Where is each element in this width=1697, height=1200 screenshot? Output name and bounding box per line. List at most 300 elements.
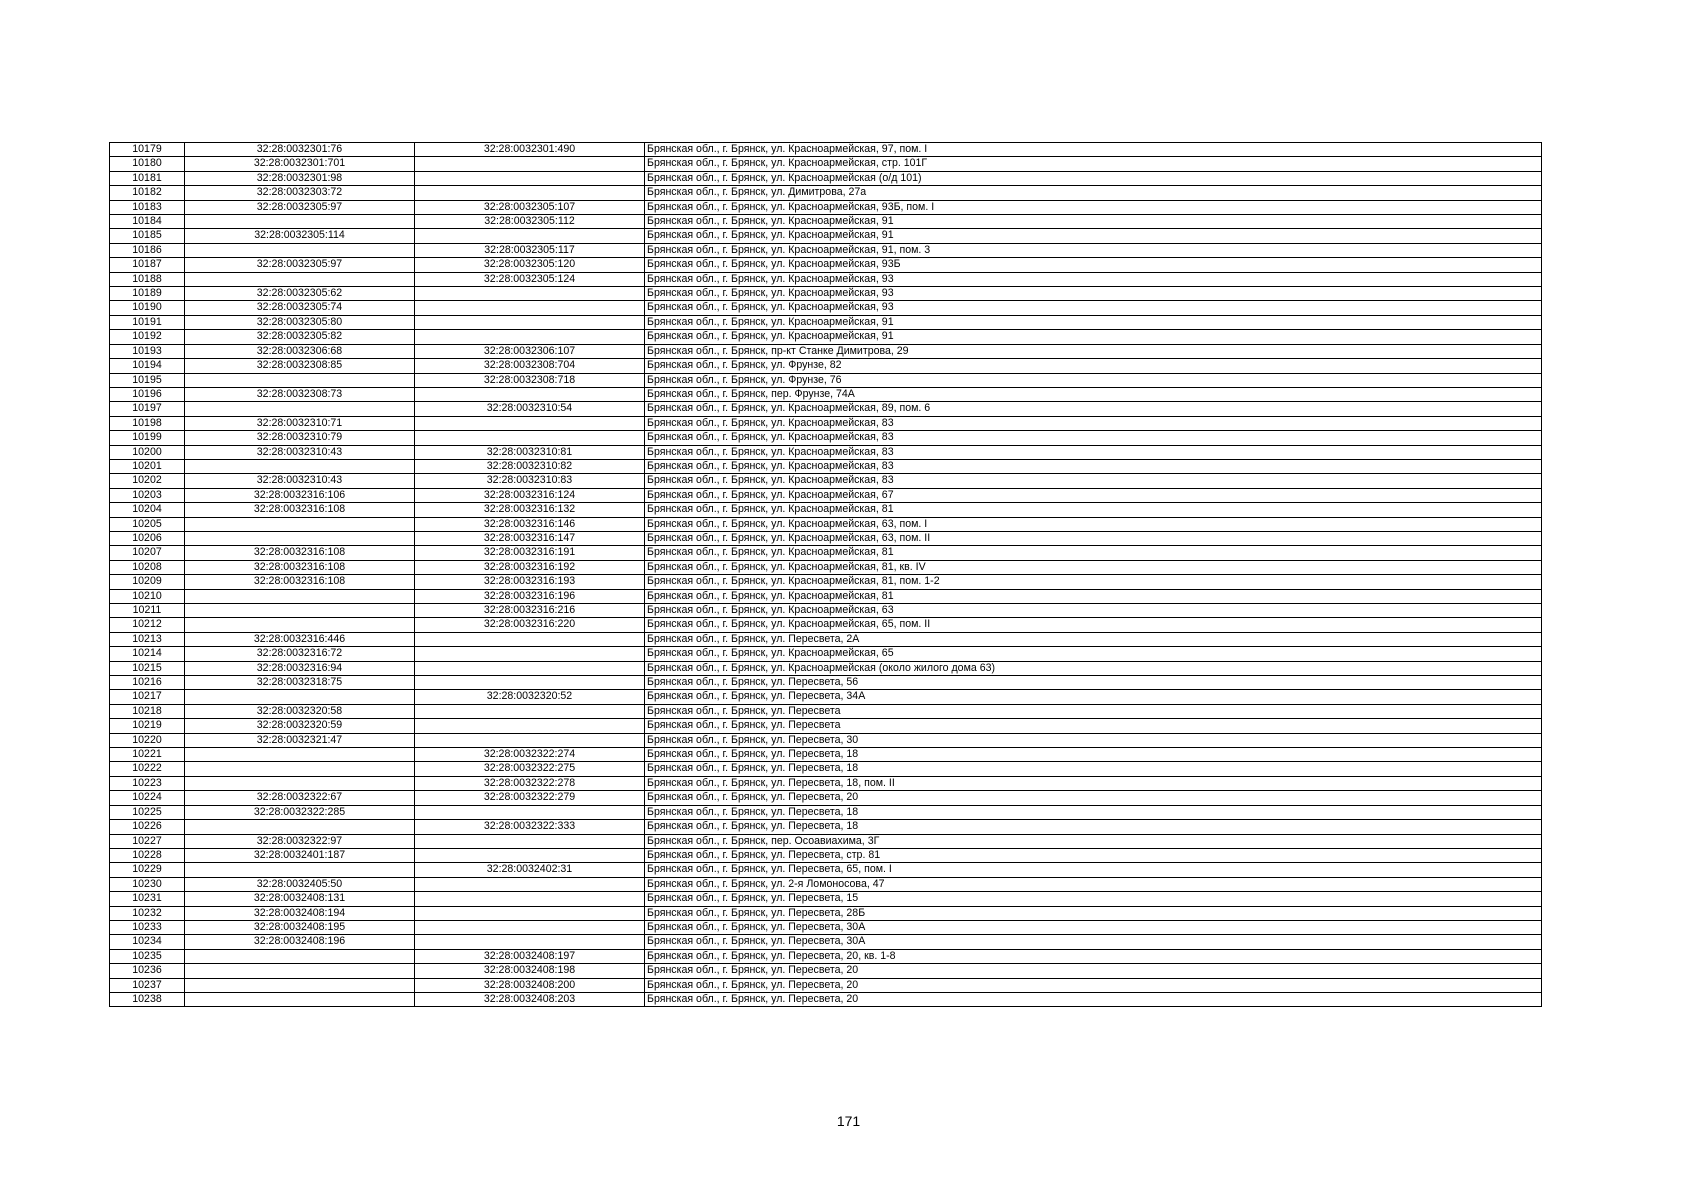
table-row	[110, 647, 1542, 661]
row-number-cell: 10233	[110, 920, 185, 934]
address-cell: Брянская обл., г. Брянск, ул. Фрунзе, 82	[645, 359, 1542, 373]
object-cadastral-number-cell: 32:28:0032322:274	[415, 748, 645, 762]
row-number-cell: 10201	[110, 459, 185, 473]
cadastral-number-cell	[185, 863, 415, 877]
table-row	[110, 315, 1542, 329]
object-cadastral-number-cell	[415, 834, 645, 848]
table-row	[110, 359, 1542, 373]
object-cadastral-number-cell: 32:28:0032316:191	[415, 546, 645, 560]
object-cadastral-number-cell	[415, 186, 645, 200]
cadastral-number-cell	[185, 690, 415, 704]
row-number-cell: 10195	[110, 373, 185, 387]
cadastral-number-cell	[185, 978, 415, 992]
row-number-cell: 10202	[110, 474, 185, 488]
object-cadastral-number-cell	[415, 287, 645, 301]
object-cadastral-number-cell: 32:28:0032322:275	[415, 762, 645, 776]
table-row	[110, 978, 1542, 992]
cadastral-number-cell: 32:28:0032316:108	[185, 575, 415, 589]
cadastral-number-cell: 32:28:0032310:43	[185, 474, 415, 488]
table-row	[110, 690, 1542, 704]
object-cadastral-number-cell: 32:28:0032305:124	[415, 272, 645, 286]
object-cadastral-number-cell: 32:28:0032310:83	[415, 474, 645, 488]
address-cell: Брянская обл., г. Брянск, ул. Красноармейская, 65, пом. II	[645, 618, 1542, 632]
row-number-cell: 10221	[110, 748, 185, 762]
table-row	[110, 416, 1542, 430]
address-cell: Брянская обл., г. Брянск, ул. Красноармейская, 63, пом. I	[645, 517, 1542, 531]
table-row	[110, 848, 1542, 862]
address-cell: Брянская обл., г. Брянск, ул. 2-я Ломоносова, 47	[645, 877, 1542, 891]
row-number-cell: 10191	[110, 315, 185, 329]
address-cell: Брянская обл., г. Брянск, ул. Красноармейская, 83	[645, 459, 1542, 473]
address-cell: Брянская обл., г. Брянск, ул. Пересвета, 20	[645, 992, 1542, 1006]
address-cell: Брянская обл., г. Брянск, ул. Красноармейская, 83	[645, 474, 1542, 488]
registry-table-body	[110, 143, 1542, 1007]
table-row	[110, 402, 1542, 416]
object-cadastral-number-cell	[415, 920, 645, 934]
table-row	[110, 171, 1542, 185]
table-row	[110, 618, 1542, 632]
cadastral-number-cell	[185, 964, 415, 978]
table-row	[110, 488, 1542, 502]
table-row	[110, 632, 1542, 646]
table-row	[110, 964, 1542, 978]
row-number-cell: 10189	[110, 287, 185, 301]
row-number-cell: 10225	[110, 805, 185, 819]
cadastral-number-cell: 32:28:0032401:187	[185, 848, 415, 862]
address-cell: Брянская обл., г. Брянск, ул. Пересвета	[645, 704, 1542, 718]
address-cell: Брянская обл., г. Брянск, ул. Пересвета, 56	[645, 676, 1542, 690]
address-cell: Брянская обл., г. Брянск, ул. Красноармейская, 63	[645, 604, 1542, 618]
cadastral-number-cell: 32:28:0032316:446	[185, 632, 415, 646]
table-row	[110, 733, 1542, 747]
object-cadastral-number-cell	[415, 647, 645, 661]
cadastral-number-cell: 32:28:0032301:76	[185, 143, 415, 157]
row-number-cell: 10235	[110, 949, 185, 963]
address-cell: Брянская обл., г. Брянск, ул. Красноармейская, 83	[645, 445, 1542, 459]
row-number-cell: 10183	[110, 200, 185, 214]
object-cadastral-number-cell	[415, 877, 645, 891]
object-cadastral-number-cell: 32:28:0032305:107	[415, 200, 645, 214]
cadastral-number-cell: 32:28:0032305:62	[185, 287, 415, 301]
address-cell: Брянская обл., г. Брянск, ул. Пересвета	[645, 719, 1542, 733]
object-cadastral-number-cell: 32:28:0032322:278	[415, 776, 645, 790]
table-row	[110, 604, 1542, 618]
cadastral-number-cell	[185, 531, 415, 545]
row-number-cell: 10213	[110, 632, 185, 646]
table-row	[110, 143, 1542, 157]
address-cell: Брянская обл., г. Брянск, ул. Пересвета, 30	[645, 733, 1542, 747]
object-cadastral-number-cell: 32:28:0032316:132	[415, 503, 645, 517]
object-cadastral-number-cell: 32:28:0032301:490	[415, 143, 645, 157]
cadastral-number-cell: 32:28:0032320:59	[185, 719, 415, 733]
row-number-cell: 10196	[110, 387, 185, 401]
row-number-cell: 10210	[110, 589, 185, 603]
table-row	[110, 330, 1542, 344]
cadastral-number-cell: 32:28:0032408:195	[185, 920, 415, 934]
cadastral-number-cell: 32:28:0032321:47	[185, 733, 415, 747]
row-number-cell: 10224	[110, 791, 185, 805]
address-cell: Брянская обл., г. Брянск, ул. Пересвета, стр. 81	[645, 848, 1542, 862]
cadastral-number-cell: 32:28:0032322:67	[185, 791, 415, 805]
row-number-cell: 10228	[110, 848, 185, 862]
cadastral-number-cell: 32:28:0032405:50	[185, 877, 415, 891]
object-cadastral-number-cell	[415, 416, 645, 430]
address-cell: Брянская обл., г. Брянск, ул. Красноармейская, 91	[645, 215, 1542, 229]
row-number-cell: 10237	[110, 978, 185, 992]
object-cadastral-number-cell: 32:28:0032316:193	[415, 575, 645, 589]
row-number-cell: 10185	[110, 229, 185, 243]
table-row	[110, 431, 1542, 445]
cadastral-number-cell: 32:28:0032308:85	[185, 359, 415, 373]
table-row	[110, 805, 1542, 819]
table-row	[110, 445, 1542, 459]
cadastral-number-cell: 32:28:0032408:196	[185, 935, 415, 949]
row-number-cell: 10204	[110, 503, 185, 517]
registry-table	[109, 142, 1542, 1007]
address-cell: Брянская обл., г. Брянск, ул. Красноармейская, 81	[645, 503, 1542, 517]
address-cell: Брянская обл., г. Брянск, ул. Красноармейская, 81	[645, 589, 1542, 603]
address-cell: Брянская обл., г. Брянск, ул. Красноармейская, 93Б	[645, 258, 1542, 272]
table-row	[110, 459, 1542, 473]
address-cell: Брянская обл., г. Брянск, ул. Красноармейская, 91	[645, 315, 1542, 329]
address-cell: Брянская обл., г. Брянск, ул. Красноармейская, 81, кв. IV	[645, 560, 1542, 574]
row-number-cell: 10206	[110, 531, 185, 545]
cadastral-number-cell	[185, 992, 415, 1006]
object-cadastral-number-cell: 32:28:0032316:147	[415, 531, 645, 545]
row-number-cell: 10182	[110, 186, 185, 200]
row-number-cell: 10188	[110, 272, 185, 286]
row-number-cell: 10207	[110, 546, 185, 560]
object-cadastral-number-cell: 32:28:0032408:203	[415, 992, 645, 1006]
object-cadastral-number-cell	[415, 733, 645, 747]
cadastral-number-cell: 32:28:0032305:82	[185, 330, 415, 344]
table-row	[110, 272, 1542, 286]
row-number-cell: 10220	[110, 733, 185, 747]
table-row	[110, 301, 1542, 315]
table-row	[110, 906, 1542, 920]
cadastral-number-cell: 32:28:0032305:97	[185, 258, 415, 272]
object-cadastral-number-cell: 32:28:0032316:196	[415, 589, 645, 603]
row-number-cell: 10192	[110, 330, 185, 344]
address-cell: Брянская обл., г. Брянск, ул. Пересвета, 18, пом. II	[645, 776, 1542, 790]
table-row	[110, 157, 1542, 171]
address-cell: Брянская обл., г. Брянск, ул. Красноармейская, 83	[645, 416, 1542, 430]
cadastral-number-cell: 32:28:0032306:68	[185, 344, 415, 358]
row-number-cell: 10230	[110, 877, 185, 891]
object-cadastral-number-cell	[415, 157, 645, 171]
cadastral-number-cell: 32:28:0032301:98	[185, 171, 415, 185]
cadastral-number-cell: 32:28:0032310:79	[185, 431, 415, 445]
object-cadastral-number-cell: 32:28:0032310:81	[415, 445, 645, 459]
row-number-cell: 10215	[110, 661, 185, 675]
table-row	[110, 820, 1542, 834]
row-number-cell: 10226	[110, 820, 185, 834]
address-cell: Брянская обл., г. Брянск, ул. Красноармейская, 93	[645, 272, 1542, 286]
cadastral-number-cell	[185, 517, 415, 531]
object-cadastral-number-cell	[415, 315, 645, 329]
address-cell: Брянская обл., г. Брянск, ул. Красноармейская, 93Б, пом. I	[645, 200, 1542, 214]
row-number-cell: 10203	[110, 488, 185, 502]
cadastral-number-cell	[185, 373, 415, 387]
object-cadastral-number-cell: 32:28:0032308:718	[415, 373, 645, 387]
table-row	[110, 704, 1542, 718]
address-cell: Брянская обл., г. Брянск, ул. Красноармейская, 83	[645, 431, 1542, 445]
address-cell: Брянская обл., г. Брянск, ул. Красноармейская (о/д 101)	[645, 171, 1542, 185]
cadastral-number-cell: 32:28:0032318:75	[185, 676, 415, 690]
row-number-cell: 10218	[110, 704, 185, 718]
object-cadastral-number-cell	[415, 704, 645, 718]
cadastral-number-cell: 32:28:0032301:701	[185, 157, 415, 171]
object-cadastral-number-cell	[415, 805, 645, 819]
row-number-cell: 10179	[110, 143, 185, 157]
cadastral-number-cell	[185, 402, 415, 416]
object-cadastral-number-cell: 32:28:0032306:107	[415, 344, 645, 358]
cadastral-number-cell	[185, 272, 415, 286]
object-cadastral-number-cell	[415, 632, 645, 646]
address-cell: Брянская обл., г. Брянск, пер. Осоавиахима, 3Г	[645, 834, 1542, 848]
cadastral-number-cell	[185, 762, 415, 776]
object-cadastral-number-cell: 32:28:0032305:117	[415, 243, 645, 257]
table-row	[110, 387, 1542, 401]
cadastral-number-cell: 32:28:0032322:97	[185, 834, 415, 848]
cadastral-number-cell: 32:28:0032305:97	[185, 200, 415, 214]
address-cell: Брянская обл., г. Брянск, ул. Красноармейская, 91	[645, 330, 1542, 344]
address-cell: Брянская обл., г. Брянск, ул. Пересвета, 20	[645, 964, 1542, 978]
row-number-cell: 10209	[110, 575, 185, 589]
cadastral-number-cell	[185, 949, 415, 963]
table-row	[110, 546, 1542, 560]
row-number-cell: 10200	[110, 445, 185, 459]
row-number-cell: 10236	[110, 964, 185, 978]
table-row	[110, 748, 1542, 762]
address-cell: Брянская обл., г. Брянск, ул. Пересвета, 30А	[645, 920, 1542, 934]
cadastral-number-cell	[185, 459, 415, 473]
object-cadastral-number-cell	[415, 676, 645, 690]
object-cadastral-number-cell: 32:28:0032402:31	[415, 863, 645, 877]
table-row	[110, 503, 1542, 517]
object-cadastral-number-cell	[415, 330, 645, 344]
address-cell: Брянская обл., г. Брянск, ул. Красноармейская, 91, пом. 3	[645, 243, 1542, 257]
address-cell: Брянская обл., г. Брянск, ул. Красноармейская, 93	[645, 287, 1542, 301]
row-number-cell: 10187	[110, 258, 185, 272]
cadastral-number-cell	[185, 215, 415, 229]
row-number-cell: 10180	[110, 157, 185, 171]
object-cadastral-number-cell: 32:28:0032308:704	[415, 359, 645, 373]
object-cadastral-number-cell: 32:28:0032408:200	[415, 978, 645, 992]
object-cadastral-number-cell	[415, 301, 645, 315]
table-row	[110, 373, 1542, 387]
address-cell: Брянская обл., г. Брянск, ул. Пересвета, 18	[645, 762, 1542, 776]
object-cadastral-number-cell	[415, 906, 645, 920]
table-row	[110, 776, 1542, 790]
table-row	[110, 719, 1542, 733]
address-cell: Брянская обл., г. Брянск, ул. Пересвета, 30А	[645, 935, 1542, 949]
row-number-cell: 10219	[110, 719, 185, 733]
table-row	[110, 676, 1542, 690]
address-cell: Брянская обл., г. Брянск, ул. Красноармейская, 81, пом. 1-2	[645, 575, 1542, 589]
cadastral-number-cell: 32:28:0032316:72	[185, 647, 415, 661]
address-cell: Брянская обл., г. Брянск, ул. Красноармейская, 89, пом. 6	[645, 402, 1542, 416]
table-row	[110, 949, 1542, 963]
object-cadastral-number-cell: 32:28:0032322:333	[415, 820, 645, 834]
object-cadastral-number-cell: 32:28:0032305:120	[415, 258, 645, 272]
row-number-cell: 10227	[110, 834, 185, 848]
address-cell: Брянская обл., г. Брянск, ул. Пересвета, 18	[645, 748, 1542, 762]
object-cadastral-number-cell: 32:28:0032316:192	[415, 560, 645, 574]
address-cell: Брянская обл., г. Брянск, ул. Красноармейская, 63, пом. II	[645, 531, 1542, 545]
address-cell: Брянская обл., г. Брянск, ул. Красноармейская, стр. 101Г	[645, 157, 1542, 171]
address-cell: Брянская обл., г. Брянск, ул. Димитрова, 27а	[645, 186, 1542, 200]
cadastral-number-cell	[185, 776, 415, 790]
cadastral-number-cell: 32:28:0032305:80	[185, 315, 415, 329]
cadastral-number-cell: 32:28:0032320:58	[185, 704, 415, 718]
cadastral-number-cell: 32:28:0032308:73	[185, 387, 415, 401]
table-row	[110, 920, 1542, 934]
object-cadastral-number-cell: 32:28:0032316:216	[415, 604, 645, 618]
table-row	[110, 531, 1542, 545]
object-cadastral-number-cell: 32:28:0032316:220	[415, 618, 645, 632]
address-cell: Брянская обл., г. Брянск, ул. Пересвета, 18	[645, 820, 1542, 834]
table-row	[110, 258, 1542, 272]
page-number: 171	[836, 1113, 861, 1129]
row-number-cell: 10212	[110, 618, 185, 632]
row-number-cell: 10208	[110, 560, 185, 574]
address-cell: Брянская обл., г. Брянск, ул. Пересвета, 20, кв. 1-8	[645, 949, 1542, 963]
table-row	[110, 474, 1542, 488]
cadastral-number-cell: 32:28:0032316:106	[185, 488, 415, 502]
row-number-cell: 10197	[110, 402, 185, 416]
cadastral-number-cell	[185, 820, 415, 834]
row-number-cell: 10190	[110, 301, 185, 315]
cadastral-number-cell: 32:28:0032322:285	[185, 805, 415, 819]
address-cell: Брянская обл., г. Брянск, ул. Пересвета, 20	[645, 978, 1542, 992]
address-cell: Брянская обл., г. Брянск, ул. Фрунзе, 76	[645, 373, 1542, 387]
address-cell: Брянская обл., г. Брянск, ул. Красноармейская, 67	[645, 488, 1542, 502]
table-row	[110, 762, 1542, 776]
table-row	[110, 186, 1542, 200]
cadastral-number-cell: 32:28:0032305:74	[185, 301, 415, 315]
address-cell: Брянская обл., г. Брянск, ул. Пересвета, 20	[645, 791, 1542, 805]
address-cell: Брянская обл., г. Брянск, ул. Пересвета, 28Б	[645, 906, 1542, 920]
row-number-cell: 10216	[110, 676, 185, 690]
object-cadastral-number-cell	[415, 848, 645, 862]
address-cell: Брянская обл., г. Брянск, ул. Пересвета, 18	[645, 805, 1542, 819]
object-cadastral-number-cell	[415, 661, 645, 675]
table-row	[110, 834, 1542, 848]
object-cadastral-number-cell: 32:28:0032316:146	[415, 517, 645, 531]
row-number-cell: 10229	[110, 863, 185, 877]
cadastral-number-cell	[185, 604, 415, 618]
row-number-cell: 10193	[110, 344, 185, 358]
address-cell: Брянская обл., г. Брянск, пер. Фрунзе, 74А	[645, 387, 1542, 401]
address-cell: Брянская обл., г. Брянск, ул. Пересвета, 2А	[645, 632, 1542, 646]
object-cadastral-number-cell: 32:28:0032408:198	[415, 964, 645, 978]
address-cell: Брянская обл., г. Брянск, ул. Красноармейская, 81	[645, 546, 1542, 560]
cadastral-number-cell: 32:28:0032316:94	[185, 661, 415, 675]
table-row	[110, 200, 1542, 214]
table-row	[110, 791, 1542, 805]
address-cell: Брянская обл., г. Брянск, пр-кт Станке Димитрова, 29	[645, 344, 1542, 358]
table-row	[110, 575, 1542, 589]
object-cadastral-number-cell	[415, 387, 645, 401]
cadastral-number-cell: 32:28:0032408:131	[185, 892, 415, 906]
address-cell: Брянская обл., г. Брянск, ул. Красноармейская (около жилого дома 63)	[645, 661, 1542, 675]
table-row	[110, 243, 1542, 257]
object-cadastral-number-cell: 32:28:0032320:52	[415, 690, 645, 704]
row-number-cell: 10198	[110, 416, 185, 430]
table-row	[110, 892, 1542, 906]
row-number-cell: 10205	[110, 517, 185, 531]
row-number-cell: 10223	[110, 776, 185, 790]
table-row	[110, 287, 1542, 301]
table-row	[110, 992, 1542, 1006]
row-number-cell: 10231	[110, 892, 185, 906]
table-row	[110, 661, 1542, 675]
cadastral-number-cell: 32:28:0032316:108	[185, 560, 415, 574]
cadastral-number-cell: 32:28:0032305:114	[185, 229, 415, 243]
object-cadastral-number-cell: 32:28:0032310:54	[415, 402, 645, 416]
object-cadastral-number-cell	[415, 719, 645, 733]
table-row	[110, 517, 1542, 531]
object-cadastral-number-cell: 32:28:0032310:82	[415, 459, 645, 473]
object-cadastral-number-cell	[415, 431, 645, 445]
cadastral-number-cell: 32:28:0032303:72	[185, 186, 415, 200]
row-number-cell: 10222	[110, 762, 185, 776]
table-row	[110, 229, 1542, 243]
cadastral-number-cell	[185, 243, 415, 257]
table-row	[110, 215, 1542, 229]
address-cell: Брянская обл., г. Брянск, ул. Пересвета, 65, пом. I	[645, 863, 1542, 877]
object-cadastral-number-cell	[415, 229, 645, 243]
object-cadastral-number-cell: 32:28:0032316:124	[415, 488, 645, 502]
table-row	[110, 589, 1542, 603]
address-cell: Брянская обл., г. Брянск, ул. Пересвета, 34А	[645, 690, 1542, 704]
cadastral-number-cell: 32:28:0032310:71	[185, 416, 415, 430]
row-number-cell: 10232	[110, 906, 185, 920]
cadastral-number-cell: 32:28:0032310:43	[185, 445, 415, 459]
row-number-cell: 10238	[110, 992, 185, 1006]
row-number-cell: 10186	[110, 243, 185, 257]
table-row	[110, 863, 1542, 877]
row-number-cell: 10217	[110, 690, 185, 704]
object-cadastral-number-cell	[415, 892, 645, 906]
object-cadastral-number-cell	[415, 171, 645, 185]
row-number-cell: 10211	[110, 604, 185, 618]
address-cell: Брянская обл., г. Брянск, ул. Пересвета, 15	[645, 892, 1542, 906]
row-number-cell: 10199	[110, 431, 185, 445]
row-number-cell: 10181	[110, 171, 185, 185]
row-number-cell: 10194	[110, 359, 185, 373]
cadastral-number-cell	[185, 748, 415, 762]
cadastral-number-cell: 32:28:0032408:194	[185, 906, 415, 920]
address-cell: Брянская обл., г. Брянск, ул. Красноармейская, 97, пом. I	[645, 143, 1542, 157]
object-cadastral-number-cell: 32:28:0032305:112	[415, 215, 645, 229]
cadastral-number-cell: 32:28:0032316:108	[185, 503, 415, 517]
cadastral-number-cell	[185, 618, 415, 632]
address-cell: Брянская обл., г. Брянск, ул. Красноармейская, 91	[645, 229, 1542, 243]
row-number-cell: 10184	[110, 215, 185, 229]
cadastral-number-cell: 32:28:0032316:108	[185, 546, 415, 560]
address-cell: Брянская обл., г. Брянск, ул. Красноармейская, 93	[645, 301, 1542, 315]
table-row	[110, 877, 1542, 891]
cadastral-number-cell	[185, 589, 415, 603]
object-cadastral-number-cell	[415, 935, 645, 949]
table-row	[110, 560, 1542, 574]
row-number-cell: 10214	[110, 647, 185, 661]
address-cell: Брянская обл., г. Брянск, ул. Красноармейская, 65	[645, 647, 1542, 661]
table-row	[110, 935, 1542, 949]
object-cadastral-number-cell: 32:28:0032408:197	[415, 949, 645, 963]
